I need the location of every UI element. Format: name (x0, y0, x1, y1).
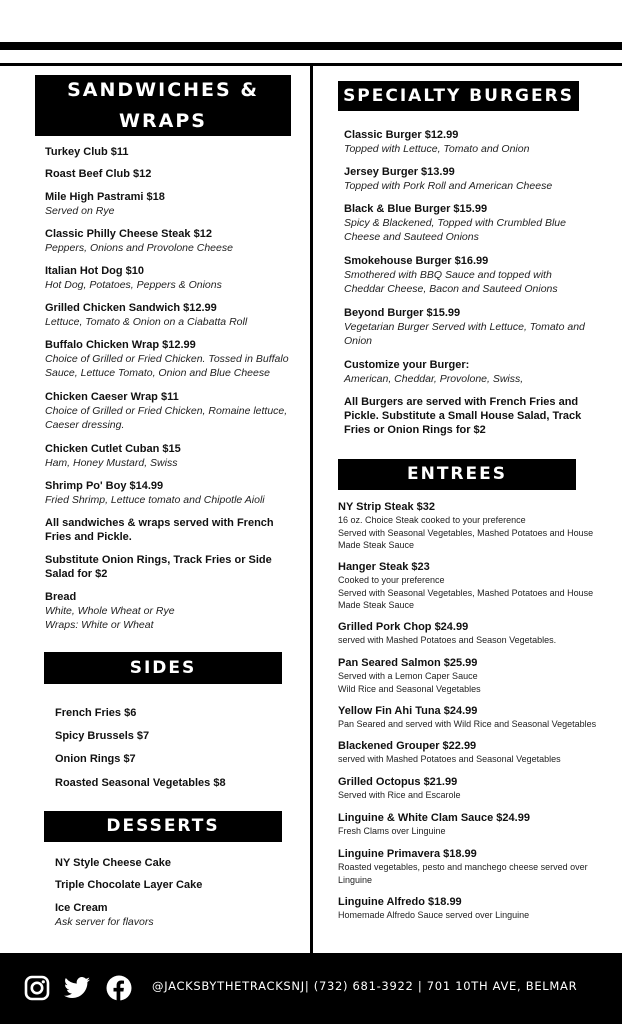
item-name: Onion Rings $7 (55, 753, 136, 765)
item-name: NY Style Cheese Cake (55, 857, 171, 869)
side-item (55, 752, 303, 766)
item-name: Classic Philly Cheese Steak $12 (45, 228, 212, 240)
menu-item (344, 306, 592, 348)
menu-item (45, 190, 293, 218)
item-name: Spicy Brussels $7 (55, 730, 150, 742)
burgers-heading: SPECIALTY BURGERS (338, 81, 579, 111)
item-name: Linguine & White Clam Sauce $24.99 (338, 812, 530, 824)
item-description-extra: Served with Seasonal Vegetables, Mashed Potatoes and House Made Steak Sauce (338, 527, 594, 550)
entree-item (338, 739, 603, 766)
item-name: Yellow Fin Ahi Tuna $24.99 (338, 705, 478, 717)
menu-item (45, 479, 293, 507)
item-description: Choice of Grilled or Fried Chicken, Romaine lettuce, Caeser dressing. (45, 405, 288, 431)
column-divider (310, 66, 313, 953)
item-description-extra: Wild Rice and Seasonal Vegetables (338, 683, 481, 694)
item-description: served with Mashed Potatoes and Seasonal Vegetables (338, 754, 561, 764)
item-name: Pan Seared Salmon $25.99 (338, 657, 478, 669)
item-description: Spicy & Blackened, Topped with Crumbled Blue Cheese and Sauteed Onions (344, 217, 566, 243)
item-name: Italian Hot Dog $10 (45, 265, 145, 277)
entree-item (338, 811, 603, 838)
entree-item (338, 560, 603, 612)
item-name: Grilled Pork Chop $24.99 (338, 621, 469, 633)
item-description: Vegetarian Burger Served with Lettuce, Tomato and Onion (344, 321, 585, 347)
item-name: Jersey Burger $13.99 (344, 166, 455, 178)
item-name: Blackened Grouper $22.99 (338, 740, 477, 752)
item-name: Linguine Primavera $18.99 (338, 848, 477, 860)
item-description: Served on Rye (45, 205, 115, 217)
item-description: Lettuce, Tomato & Onion on a Ciabatta Roll (45, 316, 248, 328)
item-description: Ham, Honey Mustard, Swiss (45, 457, 178, 469)
sandwiches-substitute-note (45, 553, 293, 581)
item-description: 16 oz. Choice Steak cooked to your preference (338, 515, 526, 525)
item-description: Fresh Clams over Linguine (338, 826, 446, 836)
item-description-extra: Served with Seasonal Vegetables, Mashed Potatoes and House Made Steak Sauce (338, 587, 594, 610)
item-name: Black & Blue Burger $15.99 (344, 203, 488, 215)
twitter-icon[interactable] (63, 975, 91, 1001)
item-description: Served with a Lemon Caper Sauce (338, 671, 478, 681)
item-description: Topped with Pork Roll and American Cheese (344, 180, 553, 192)
sides-heading: SIDES (44, 652, 282, 684)
item-name: Shrimp Po' Boy $14.99 (45, 480, 164, 492)
menu-item (45, 338, 293, 380)
item-name: Buffalo Chicken Wrap $12.99 (45, 339, 196, 351)
item-description: Homemade Alfredo Sauce served over Linguine (338, 910, 530, 920)
item-description: American, Cheddar, Provolone, Swiss, (344, 373, 524, 385)
item-description: Topped with Lettuce, Tomato and Onion (344, 143, 530, 155)
bread-line: Wraps: White or Wheat (45, 619, 154, 631)
item-description: Pan Seared and served with Wild Rice and Seasonal Vegetables (338, 719, 597, 729)
menu-item (344, 202, 592, 244)
menu-item (45, 167, 293, 181)
note-text: All sandwiches & wraps served with French Fries and Pickle. (45, 517, 274, 543)
item-description: Served with Rice and Escarole (338, 790, 461, 800)
entree-item (338, 895, 603, 922)
entree-item (338, 704, 603, 731)
entree-item (338, 500, 603, 552)
item-description: Choice of Grilled or Fried Chicken. Tossed in Buffalo Sauce, Lettuce Tomato, Onion and Blue Cheese (45, 353, 289, 379)
entree-item (338, 656, 603, 695)
menu-item (45, 145, 293, 159)
side-item (55, 706, 303, 720)
item-name: Grilled Octopus $21.99 (338, 776, 458, 788)
entree-item (338, 847, 603, 886)
item-name: Grilled Chicken Sandwich $12.99 (45, 302, 217, 314)
menu-item (344, 165, 592, 193)
item-description: served with Mashed Potatoes and Season Vegetables. (338, 635, 557, 645)
item-name: NY Strip Steak $32 (338, 501, 436, 513)
instagram-icon[interactable] (24, 975, 50, 1001)
menu-item (45, 390, 293, 432)
item-name: Chicken Cutlet Cuban $15 (45, 443, 181, 455)
item-name: Chicken Caeser Wrap $11 (45, 391, 179, 403)
item-description: Cooked to your preference (338, 575, 445, 585)
item-description: Hot Dog, Potatoes, Peppers & Onions (45, 279, 222, 291)
burgers-note (344, 395, 584, 437)
menu-item (45, 442, 293, 470)
bread-line: White, Whole Wheat or Rye (45, 605, 175, 617)
item-name: Roasted Seasonal Vegetables $8 (55, 777, 226, 789)
entrees-heading: ENTREES (338, 459, 576, 490)
item-name: Ice Cream (55, 902, 108, 914)
desserts-heading: DESSERTS (44, 811, 282, 842)
item-name: Classic Burger $12.99 (344, 129, 459, 141)
dessert-item (55, 901, 303, 929)
item-description: Smothered with BBQ Sauce and topped with Cheddar Cheese, Bacon and Sauteed Onions (344, 269, 558, 295)
facebook-icon[interactable] (106, 975, 132, 1001)
menu-item (344, 358, 592, 386)
entree-item (338, 620, 603, 647)
note-text: All Burgers are served with French Fries and Pickle. Substitute a Small House Salad, Track Fries or Onion Rings for $2 (344, 396, 582, 436)
entree-item (338, 775, 603, 802)
dessert-item (55, 878, 303, 892)
item-description: Peppers, Onions and Provolone Cheese (45, 242, 233, 254)
item-name: Hanger Steak $23 (338, 561, 430, 573)
side-item (55, 776, 303, 790)
dessert-item (55, 856, 303, 870)
item-name: Turkey Club $11 (45, 146, 129, 158)
menu-item (344, 254, 592, 296)
note-text: Substitute Onion Rings, Track Fries or Side Salad for $2 (45, 554, 272, 580)
item-name: French Fries $6 (55, 707, 137, 719)
side-item (55, 729, 303, 743)
item-name: Triple Chocolate Layer Cake (55, 879, 203, 891)
item-name: Beyond Burger $15.99 (344, 307, 461, 319)
menu-item (344, 128, 592, 156)
footer-contact-text: @JACKSBYTHETRACKSNJ| (732) 681-3922 | 701 10TH AVE, BELMAR (152, 979, 578, 993)
sandwiches-heading-line2: WRAPS (119, 110, 207, 132)
item-name: Mile High Pastrami $18 (45, 191, 165, 203)
bread-title: Bread (45, 591, 77, 603)
bread-options (45, 590, 293, 632)
item-name: Roast Beef Club $12 (45, 168, 152, 180)
item-name: Linguine Alfredo $18.99 (338, 896, 462, 908)
item-description: Roasted vegetables, pesto and manchego cheese served over Linguine (338, 862, 588, 885)
sandwiches-heading-line1: SANDWICHES & (67, 79, 259, 101)
menu-item (45, 227, 293, 255)
sandwiches-note (45, 516, 293, 544)
menu-item (45, 301, 293, 329)
sandwiches-heading (35, 75, 291, 136)
top-border-bar (0, 42, 622, 50)
item-name: Smokehouse Burger $16.99 (344, 255, 489, 267)
item-name: Customize your Burger: (344, 359, 470, 371)
item-description: Ask server for flavors (55, 916, 154, 928)
menu-item (45, 264, 293, 292)
item-description: Fried Shrimp, Lettuce tomato and Chipotle Aioli (45, 494, 265, 506)
